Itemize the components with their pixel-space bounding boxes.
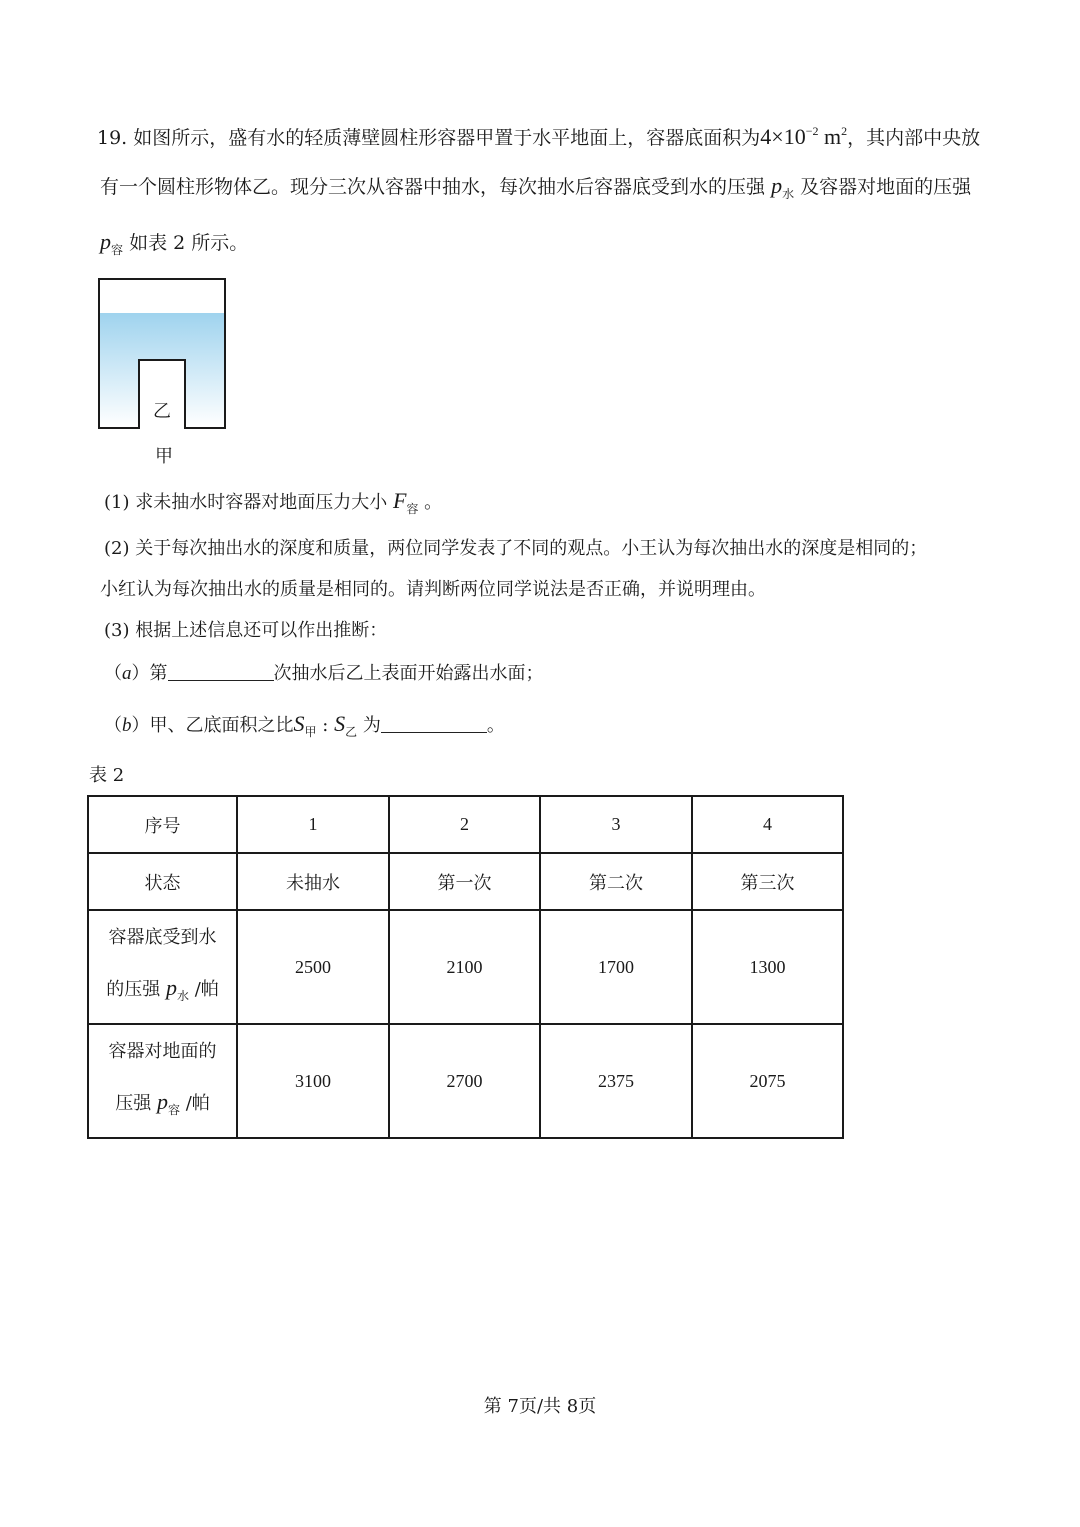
index-cell: 1 (237, 796, 389, 853)
water-pressure-cell: 1300 (692, 910, 843, 1024)
container-label: 甲 (155, 446, 173, 467)
water-pressure-cell: 2100 (389, 910, 540, 1024)
object-block (138, 359, 186, 429)
table-row-container-pressure (88, 1024, 843, 1138)
question-number: 19. (97, 127, 128, 149)
container-pressure-cell: 2700 (389, 1024, 540, 1138)
force-subscript: 容 (406, 502, 419, 516)
area-value: $4\times 10^{-2}$ $m^2$ (760, 124, 848, 149)
force-symbol: F (392, 488, 407, 513)
state-cell: 第一次 (389, 853, 540, 910)
area-symbol: S (293, 711, 305, 736)
sub-question-2-line-1: (2) 关于每次抽出水的深度和质量，两位同学发表了不同的观点。小王认为每次抽出水的深度是相同的； (104, 538, 928, 559)
intro-text-2: ，其内部中央放 (847, 127, 981, 149)
sub-question-3a: （a）第 次抽水后乙上表面开始露出水面； (104, 663, 544, 684)
container-pressure-cell: 2075 (692, 1024, 843, 1138)
question-line-3 (100, 228, 248, 264)
pressure-symbol: p (771, 173, 783, 198)
data-table (87, 795, 844, 1139)
header-index-label: 序号 (88, 796, 237, 853)
sub-question-1 (104, 487, 442, 523)
table-row-water-pressure (88, 910, 843, 1024)
intro-text-5: 如表 2 所示。 (129, 232, 249, 254)
area-symbol-2: S (334, 711, 346, 736)
table-row-index (88, 796, 843, 853)
intro-text-1: 如图所示，盛有水的轻质薄壁圆柱形容器甲置于水平地面上，容器底面积为 (133, 127, 761, 149)
container-figure (98, 278, 226, 429)
water-pressure-cell: 2500 (237, 910, 389, 1024)
index-cell: 2 (389, 796, 540, 853)
answer-blank-a[interactable] (168, 662, 274, 681)
table-row-state (88, 853, 843, 910)
container-subscript: 容 (111, 243, 124, 257)
pressure-symbol-2: p (100, 229, 111, 254)
header-water-pressure: 容器底受到水 的压强 $p_水$ /帕 (88, 910, 237, 1024)
state-cell: 第二次 (540, 853, 692, 910)
water-pressure-cell: 1700 (540, 910, 692, 1024)
q3a-letter: a (122, 663, 132, 684)
container-pressure-cell: 2375 (540, 1024, 692, 1138)
table-caption: 表 2 (89, 765, 125, 786)
object-label: 乙 (153, 401, 171, 422)
state-cell: 第三次 (692, 853, 843, 910)
water-subscript: 水 (782, 187, 795, 201)
header-container-pressure: 容器对地面的 压强 $p_容$ /帕 (88, 1024, 237, 1138)
q1-text: (1) 求未抽水时容器对地面压力大小 (104, 492, 388, 513)
intro-text-4: 及容器对地面的压强 (800, 176, 972, 198)
answer-blank-b[interactable] (381, 714, 487, 733)
header-state-label: 状态 (88, 853, 237, 910)
sub-question-3b: （b）甲、乙底面积之比$S_甲$ : $S_乙$ 为 。 (104, 711, 505, 739)
container-pressure-cell: 3100 (237, 1024, 389, 1138)
sub-question-3: (3) 根据上述信息还可以作出推断： (104, 620, 388, 641)
page-footer: 第 7页/共 8页 (483, 1396, 597, 1417)
question-line-2 (100, 172, 971, 208)
index-cell: 3 (540, 796, 692, 853)
question-line-1 (97, 117, 980, 152)
intro-text-3: 有一个圆柱形物体乙。现分三次从容器中抽水，每次抽水后容器底受到水的压强 (100, 176, 766, 198)
index-cell: 4 (692, 796, 843, 853)
q3b-letter: b (122, 715, 132, 736)
sub-question-2-line-2: 小红认为每次抽出水的质量是相同的。请判断两位同学说法是否正确，并说明理由。 (100, 579, 766, 600)
state-cell: 未抽水 (237, 853, 389, 910)
q1-end: 。 (424, 492, 443, 513)
